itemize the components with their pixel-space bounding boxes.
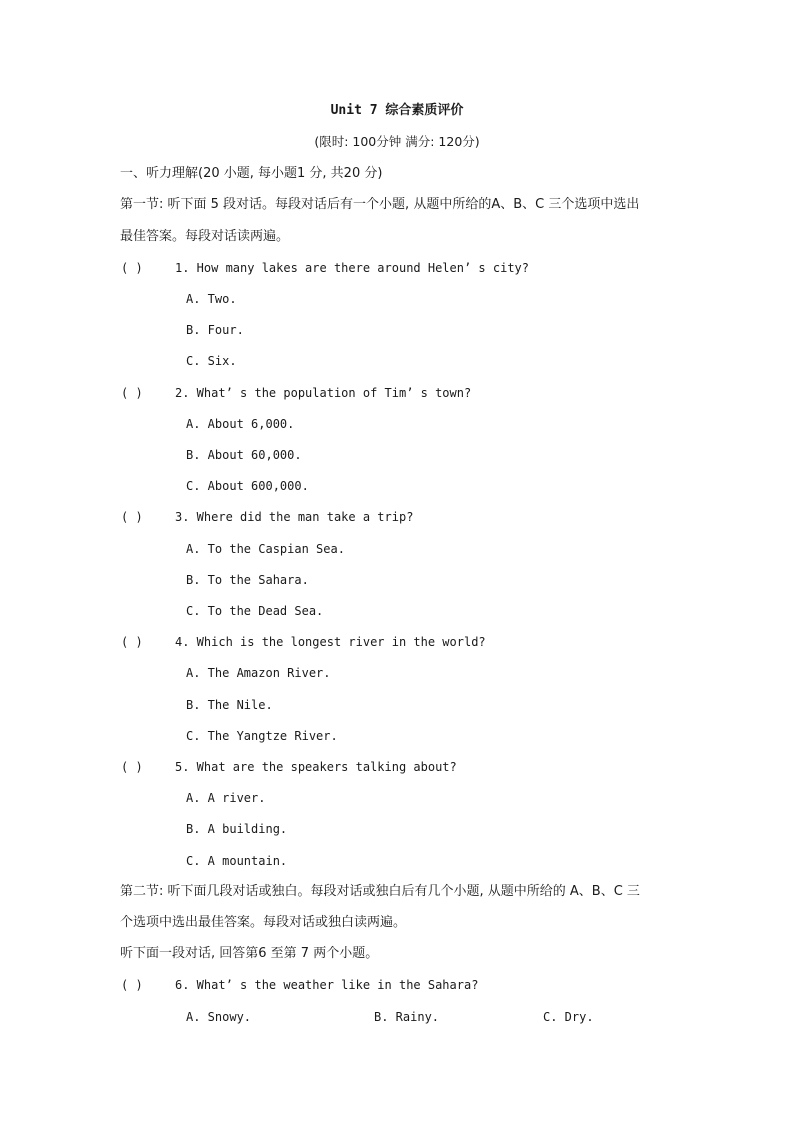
part1-instruction-line2: 最佳答案。每段对话读两遍。: [120, 229, 290, 244]
part2-instruction-line1: 第二节: 听下面几段对话或独白。每段对话或独白后有几个小题, 从题中所给的 A、B、C 三: [120, 884, 640, 899]
section-heading: 一、听力理解(20 小题, 每小题1 分, 共20 分): [120, 166, 383, 181]
option-c: C. About 600,000.: [186, 479, 309, 493]
option-c: C. Dry.: [543, 1010, 594, 1024]
page-subtitle: (限时: 100分钟 满分: 120分): [314, 134, 480, 149]
part2-instruction-line2: 个选项中选出最佳答案。每段对话或独白读两遍。: [120, 915, 407, 930]
option-b: B. To the Sahara.: [186, 573, 309, 587]
option-c: C. A mountain.: [186, 854, 288, 868]
option-b: B. Rainy.: [374, 1010, 440, 1024]
option-b: B. A building.: [186, 822, 288, 836]
option-b: B. The Nile.: [186, 698, 273, 712]
option-a: A. A river.: [186, 791, 266, 805]
answer-blank: ( ): [121, 510, 143, 524]
option-c: C. The Yangtze River.: [186, 729, 338, 743]
answer-blank: ( ): [121, 386, 143, 400]
page-title: Unit 7 综合素质评价: [330, 103, 464, 118]
option-a: A. The Amazon River.: [186, 666, 331, 680]
dialogue-instruction: 听下面一段对话, 回答第6 至第 7 两个小题。: [120, 946, 379, 961]
option-a: A. Two.: [186, 292, 237, 306]
answer-blank: ( ): [121, 261, 143, 275]
part1-instruction-line1: 第一节: 听下面 5 段对话。每段对话后有一个小题, 从题中所给的A、B、C 三个选项中选出: [120, 197, 640, 212]
question-text: 4. Which is the longest river in the world?: [175, 635, 486, 649]
option-a: A. To the Caspian Sea.: [186, 542, 345, 556]
option-a: A. About 6,000.: [186, 417, 295, 431]
answer-blank: ( ): [121, 760, 143, 774]
option-c: C. To the Dead Sea.: [186, 604, 324, 618]
question-text: 2. What’ s the population of Tim’ s town?: [175, 386, 472, 400]
option-a: A. Snowy.: [186, 1010, 252, 1024]
option-b: B. Four.: [186, 323, 244, 337]
question-text: 6. What’ s the weather like in the Sahara?: [175, 978, 479, 992]
option-b: B. About 60,000.: [186, 448, 302, 462]
answer-blank: ( ): [121, 635, 143, 649]
question-text: 1. How many lakes are there around Helen’ s city?: [175, 261, 530, 275]
answer-blank: ( ): [121, 978, 143, 992]
question-text: 5. What are the speakers talking about?: [175, 760, 457, 774]
option-c: C. Six.: [186, 354, 237, 368]
question-text: 3. Where did the man take a trip?: [175, 510, 414, 524]
